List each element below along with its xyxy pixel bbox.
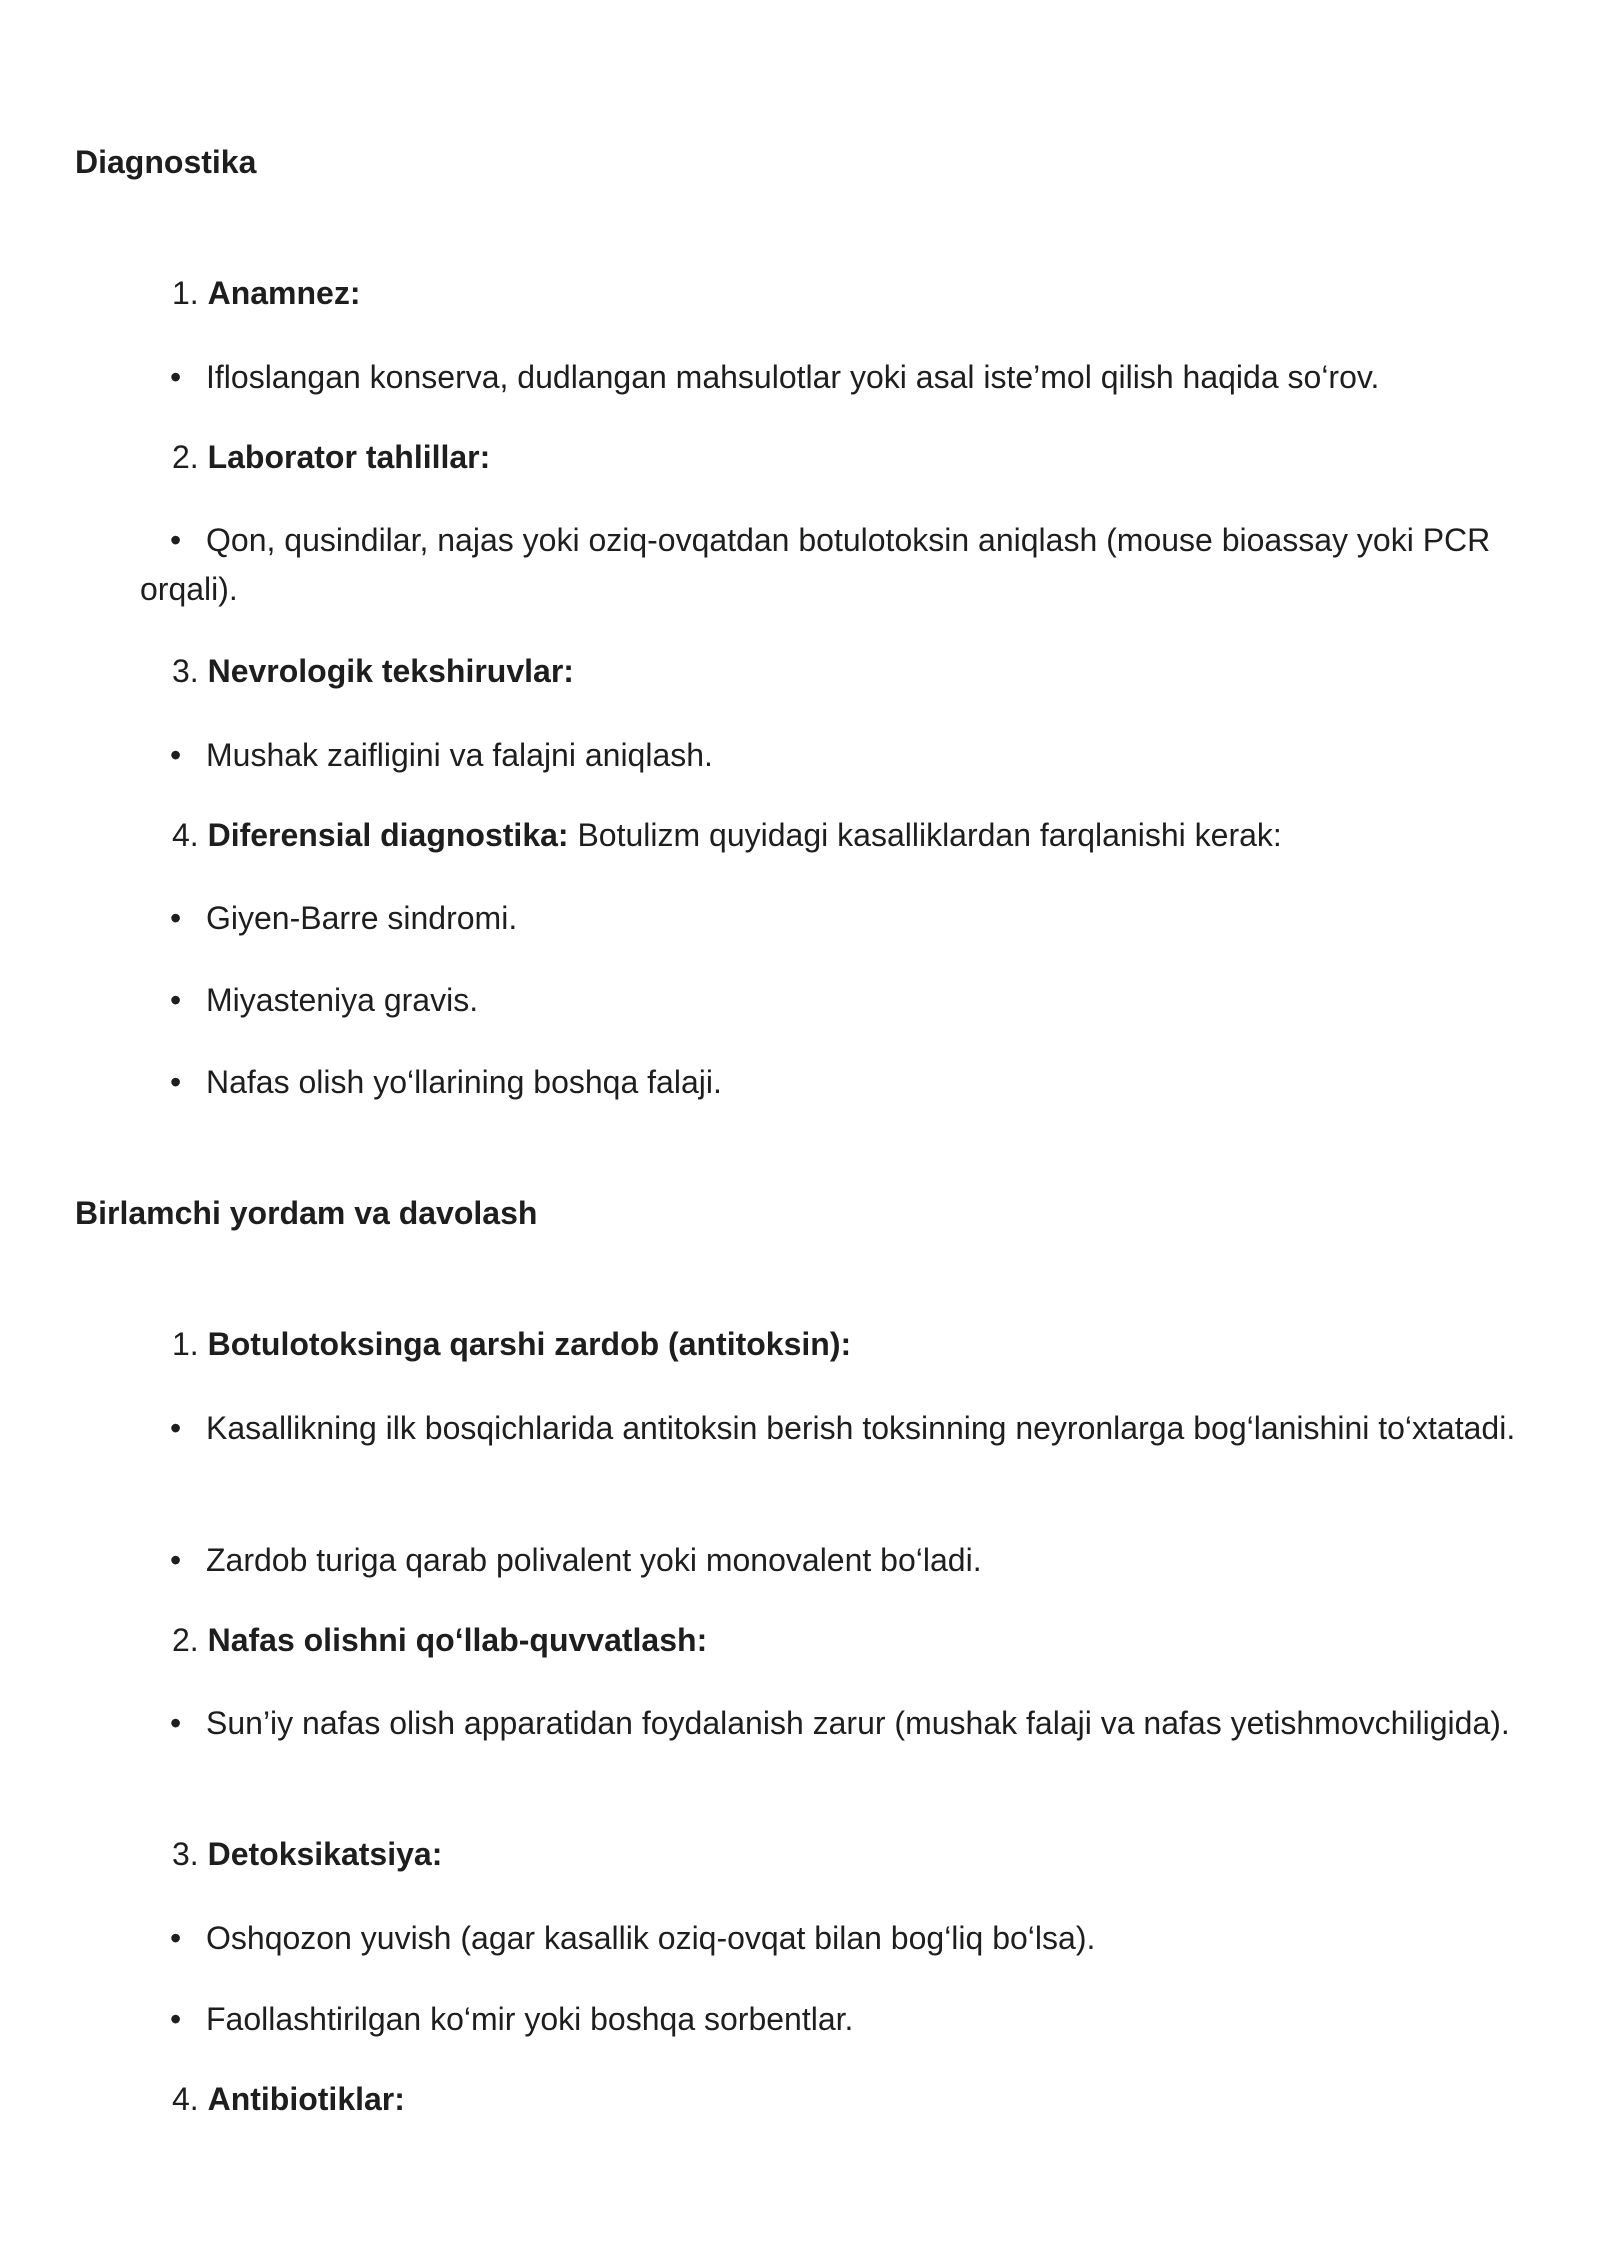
bullet-item [140,1699,1520,1748]
bullet-icon: • [170,1542,182,1578]
numbered-item-nafas [172,1618,707,1662]
bullet-text: Ifloslangan konserva, dudlangan mahsulotlar yoki asal iste’mol qilish haqida so‘rov. [206,359,1380,395]
bullet-item [140,731,1520,780]
numbered-item-antitoksin [172,1322,851,1366]
bullet-icon: • [170,359,182,395]
numbered-item-antibiotiklar [172,2077,405,2121]
bullet-item [140,1914,1520,1963]
bullet-item [140,894,1520,943]
bullet-icon: • [170,737,182,773]
bullet-text: Zardob turiga qarab polivalent yoki monovalent bo‘ladi. [206,1542,982,1578]
item-number: 2. [172,439,208,475]
numbered-item-nevrologik [172,649,574,693]
bullet-icon: • [170,900,182,936]
numbered-item-detoksikatsiya [172,1832,442,1876]
item-description: Botulizm quyidagi kasalliklardan farqlanishi kerak: [568,817,1282,853]
item-number: 4. [172,2081,208,2117]
bullet-text: Oshqozon yuvish (agar kasallik oziq-ovqat bilan bog‘liq bo‘lsa). [206,1920,1096,1956]
numbered-item-laborator [172,435,490,479]
bullet-item [140,1536,1520,1585]
numbered-item-anamnez [172,271,360,315]
bullet-item [140,516,1520,614]
bullet-item [140,1995,1520,2044]
item-title: Antibiotiklar: [207,2081,405,2117]
item-title: Nafas olishni qo‘llab-quvvatlash: [207,1622,708,1658]
item-title: Botulotoksinga qarshi zardob (antitoksin): [207,1326,852,1362]
bullet-icon: • [170,982,182,1018]
item-title: Diferensial diagnostika: [207,817,569,853]
bullet-text: Miyasteniya gravis. [206,982,479,1018]
bullet-text: Faollashtirilgan ko‘mir yoki boshqa sorbentlar. [206,2001,854,2037]
item-title: Anamnez: [207,275,361,311]
bullet-item [140,353,1520,402]
item-title: Laborator tahlillar: [207,439,491,475]
item-number: 4. [172,817,208,853]
bullet-icon: • [170,1920,182,1956]
bullet-icon: • [170,522,182,558]
section-heading-birlamchi-yordam: Birlamchi yordam va davolash [75,1195,538,1231]
item-title: Detoksikatsiya: [207,1836,443,1872]
bullet-icon: • [170,1064,182,1100]
bullet-icon: • [170,2001,182,2037]
item-number: 1. [172,1326,208,1362]
bullet-icon: • [170,1705,182,1741]
bullet-item [140,1404,1520,1453]
bullet-text: Giyen-Barre sindromi. [206,900,518,936]
bullet-text: Qon, qusindilar, najas yoki oziq-ovqatdan botulotoksin aniqlash (mouse bioassay yoki PCR orqali). [140,522,1491,607]
section-heading-diagnostika: Diagnostika [75,144,257,180]
bullet-text: Sun’iy nafas olish apparatidan foydalanish zarur (mushak falaji va nafas yetishmovchiligida). [206,1705,1510,1741]
bullet-item [140,976,1520,1025]
item-number: 3. [172,1836,208,1872]
bullet-text: Mushak zaifligini va falajni aniqlash. [206,737,713,773]
bullet-text: Nafas olish yo‘llarining boshqa falaji. [206,1064,722,1100]
bullet-text: Kasallikning ilk bosqichlarida antitoksin berish toksinning neyronlarga bog‘lanishini to‘xtatadi. [206,1410,1516,1446]
item-number: 1. [172,275,208,311]
item-number: 3. [172,653,208,689]
item-title: Nevrologik tekshiruvlar: [207,653,574,689]
item-number: 2. [172,1622,208,1658]
numbered-item-diferensial [172,813,1282,857]
bullet-icon: • [170,1410,182,1446]
bullet-item [140,1058,1520,1107]
